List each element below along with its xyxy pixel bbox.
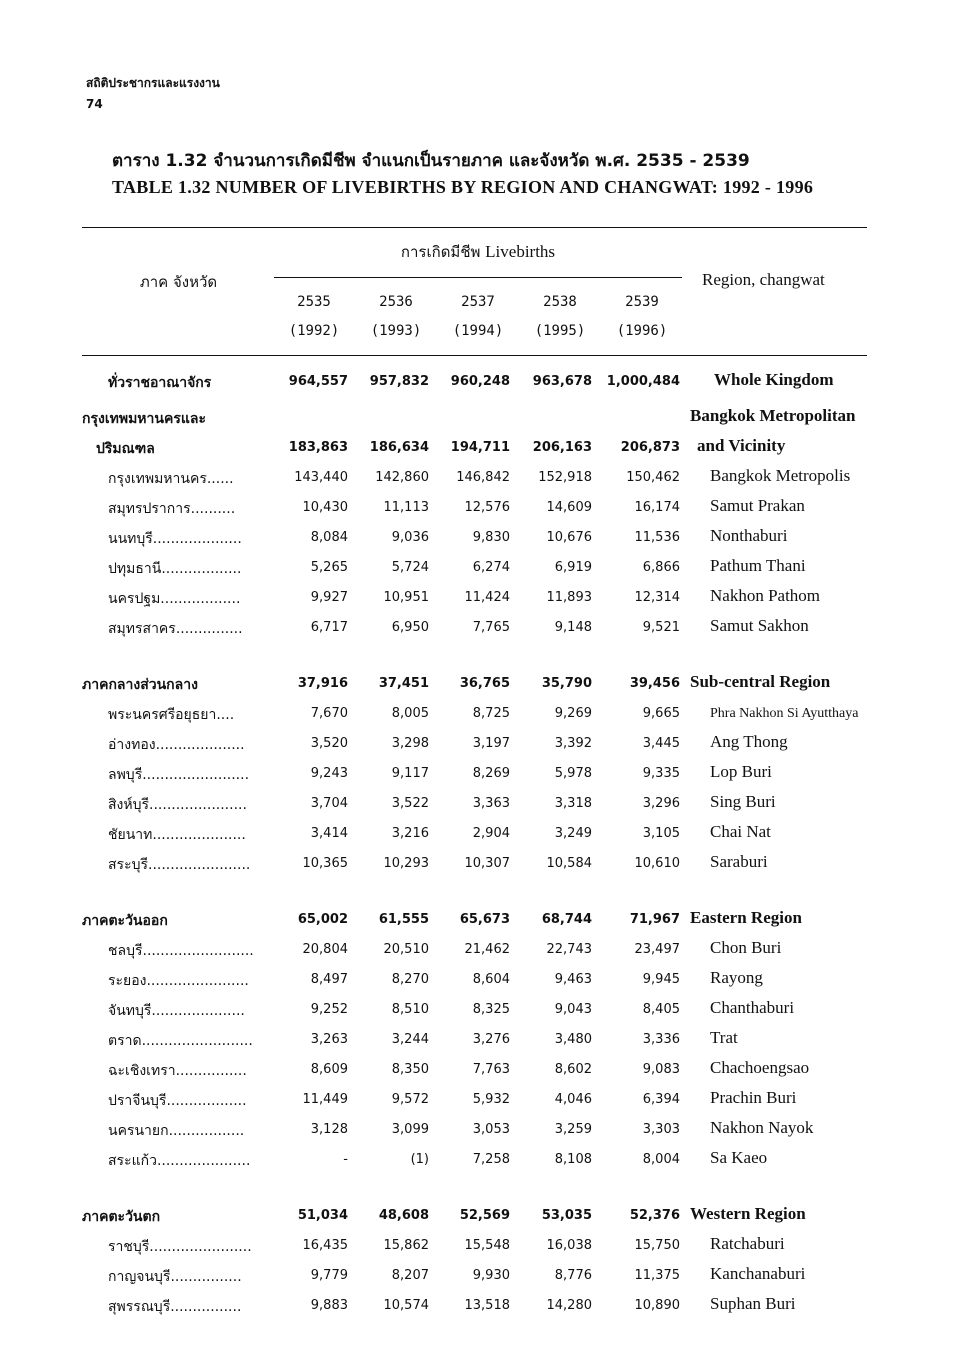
cell-value: 12,576 [464, 500, 510, 515]
table-row [0, 732, 966, 758]
row-label-english: Saraburi [710, 852, 768, 871]
cell-value: 9,043 [554, 1002, 592, 1017]
row-label-english: Samut Sakhon [710, 616, 809, 635]
cell-value: 9,243 [310, 766, 348, 781]
cell-value: 3,128 [310, 1122, 348, 1137]
cell-value: 16,038 [546, 1238, 592, 1253]
row-label-thai: อ่างทอง.................... [108, 737, 245, 753]
row-label-thai: ตราด......................... [108, 1033, 253, 1049]
cell-value: 3,445 [642, 736, 680, 751]
table-row [0, 852, 966, 878]
table-row [0, 1118, 966, 1144]
row-label-english: Chon Buri [710, 938, 782, 957]
cell-value: 3,520 [310, 736, 348, 751]
cell-value: 4,046 [554, 1092, 592, 1107]
table-row [0, 370, 966, 396]
cell-value: 8,510 [391, 1002, 429, 1017]
row-label-thai: ราชบุรี....................... [108, 1239, 252, 1255]
row-label-thai: สมุทรปราการ.......... [108, 501, 236, 517]
cell-value: 9,665 [642, 706, 680, 721]
row-label-english: Pathum Thani [710, 556, 806, 575]
cell-value: 13,518 [464, 1298, 510, 1313]
cell-value: 9,521 [642, 620, 680, 635]
row-label-english: Kanchanaburi [710, 1264, 806, 1283]
cell-value: 9,883 [310, 1298, 348, 1313]
row-label-english: Chanthaburi [710, 998, 795, 1017]
year-be-5: 2539 [625, 294, 659, 310]
cell-value: 3,303 [642, 1122, 680, 1137]
cell-value: 71,967 [629, 912, 680, 927]
cell-value: 9,930 [472, 1268, 510, 1283]
table-row [0, 1148, 966, 1174]
cell-value: 7,670 [310, 706, 348, 721]
cell-value: 9,269 [554, 706, 592, 721]
row-label-thai: ทั่วราชอาณาจักร [108, 375, 212, 391]
cell-value: 39,456 [629, 676, 680, 691]
column-header-livebirths [274, 240, 682, 264]
cell-value: 8,325 [472, 1002, 510, 1017]
year-ce-3: (1994) [452, 323, 504, 339]
cell-value: 3,259 [554, 1122, 592, 1137]
header-bottom-rule [82, 355, 867, 356]
cell-value: 11,893 [546, 590, 592, 605]
row-label-thai: สุพรรณบุรี................ [108, 1299, 242, 1315]
livebirths-thai: การเกิดมีชีพ [400, 243, 481, 261]
table-row [0, 1088, 966, 1114]
row-label-english: Western Region [690, 1204, 806, 1223]
cell-value: 9,463 [554, 972, 592, 987]
cell-value: 3,480 [554, 1032, 592, 1047]
row-label-thai: ภาคกลางส่วนกลาง [82, 677, 198, 693]
cell-value: 9,779 [310, 1268, 348, 1283]
table-row [0, 1204, 966, 1230]
cell-value: 7,258 [472, 1152, 510, 1167]
cell-value: 150,462 [626, 470, 680, 485]
cell-value: 8,604 [472, 972, 510, 987]
cell-value: 7,763 [472, 1062, 510, 1077]
row-label-english: Phra Nakhon Si Ayutthaya [710, 706, 859, 721]
table-row [0, 616, 966, 642]
table-row [0, 496, 966, 522]
cell-value: 3,053 [472, 1122, 510, 1137]
row-label-thai: สระบุรี....................... [108, 857, 251, 873]
cell-value: 15,548 [464, 1238, 510, 1253]
table-row [0, 822, 966, 848]
cell-value: 6,919 [554, 560, 592, 575]
cell-value: 8,350 [391, 1062, 429, 1077]
year-be-2: 2536 [379, 294, 413, 310]
cell-value: 65,002 [297, 912, 348, 927]
row-label-thai: นครปฐม.................. [108, 591, 241, 607]
row-label-english: Nakhon Pathom [710, 586, 821, 605]
page-number: 74 [86, 97, 103, 111]
cell-value: 37,916 [297, 676, 348, 691]
row-label-english: Ang Thong [710, 732, 788, 751]
table-row [0, 702, 966, 728]
cell-value: 206,163 [532, 440, 592, 455]
cell-value: 8,207 [391, 1268, 429, 1283]
table-row [0, 406, 966, 432]
cell-value: 3,522 [391, 796, 429, 811]
cell-value: 15,750 [634, 1238, 680, 1253]
table-row [0, 1294, 966, 1320]
row-label-thai: ปทุมธานี.................. [108, 561, 242, 577]
cell-value: 8,725 [472, 706, 510, 721]
cell-value: 11,536 [634, 530, 680, 545]
row-label-english: Trat [710, 1028, 738, 1047]
table-row [0, 1058, 966, 1084]
cell-value: 8,602 [554, 1062, 592, 1077]
table-row [0, 938, 966, 964]
cell-value: 143,440 [294, 470, 348, 485]
cell-value: 5,932 [472, 1092, 510, 1107]
cell-value: 68,744 [541, 912, 592, 927]
row-label-thai: ชลบุรี......................... [108, 943, 254, 959]
cell-value: 3,263 [310, 1032, 348, 1047]
cell-value: 65,673 [459, 912, 510, 927]
cell-value: 9,335 [642, 766, 680, 781]
cell-value: 960,248 [450, 374, 510, 389]
cell-value: 964,557 [288, 374, 348, 389]
row-label-thai: ปริมณฑล [96, 441, 155, 457]
cell-value: 37,451 [378, 676, 429, 691]
cell-value: 142,860 [375, 470, 429, 485]
row-label-english: Prachin Buri [710, 1088, 797, 1107]
row-label-thai: สิงห์บุรี...................... [108, 797, 247, 813]
row-label-thai: พระนครศรีอยุธยา.... [108, 707, 235, 723]
cell-value: 8,497 [310, 972, 348, 987]
cell-value: 8,005 [391, 706, 429, 721]
cell-value: 152,918 [538, 470, 592, 485]
table-row [0, 586, 966, 612]
table-row [0, 1234, 966, 1260]
row-label-english: Nonthaburi [710, 526, 788, 545]
row-label-english: Bangkok Metropolis [710, 466, 851, 485]
row-label-english: Sing Buri [710, 792, 776, 811]
cell-value: 61,555 [378, 912, 429, 927]
cell-value: 36,765 [459, 676, 510, 691]
cell-value: 186,634 [369, 440, 429, 455]
row-label-thai: ปราจีนบุรี.................. [108, 1093, 247, 1109]
cell-value: 206,873 [620, 440, 680, 455]
cell-value: 16,435 [302, 1238, 348, 1253]
cell-value: 3,318 [554, 796, 592, 811]
cell-value: 14,280 [546, 1298, 592, 1313]
row-label-english: Lop Buri [710, 762, 772, 781]
table-row [0, 998, 966, 1024]
cell-value: 6,950 [391, 620, 429, 635]
cell-value: 10,430 [302, 500, 348, 515]
table-row [0, 1028, 966, 1054]
row-label-thai: กรุงเทพมหานคร...... [108, 471, 234, 487]
cell-value: 10,574 [383, 1298, 429, 1313]
cell-value: 3,249 [554, 826, 592, 841]
cell-value: 11,113 [383, 500, 429, 515]
row-label-english: Chachoengsao [710, 1058, 810, 1077]
row-label-english: Nakhon Nayok [710, 1118, 814, 1137]
table-row [0, 672, 966, 698]
cell-value: 21,462 [464, 942, 510, 957]
cell-value: 3,704 [310, 796, 348, 811]
cell-value: 6,717 [310, 620, 348, 635]
cell-value: 3,105 [642, 826, 680, 841]
cell-value: - [343, 1152, 348, 1167]
cell-value: 52,569 [459, 1208, 510, 1223]
column-header-region-thai: ภาค จังหวัด [139, 273, 218, 291]
cell-value: 48,608 [378, 1208, 429, 1223]
cell-value: 52,376 [629, 1208, 680, 1223]
cell-value: 3,298 [391, 736, 429, 751]
cell-value: 8,405 [642, 1002, 680, 1017]
cell-value: 146,842 [456, 470, 510, 485]
table-title-english: TABLE 1.32 NUMBER OF LIVEBIRTHS BY REGION AND CHANGWAT: 1992 - 1996 [112, 177, 814, 197]
cell-value: 9,148 [554, 620, 592, 635]
cell-value: 11,449 [302, 1092, 348, 1107]
row-label-english: Whole Kingdom [714, 370, 834, 389]
year-be-4: 2538 [543, 294, 577, 310]
cell-value: 3,197 [472, 736, 510, 751]
cell-value: 10,584 [546, 856, 592, 871]
cell-value: 8,609 [310, 1062, 348, 1077]
row-label-thai: จันทบุรี..................... [108, 1003, 245, 1019]
row-label-thai: กาญจนบุรี................ [108, 1269, 242, 1285]
cell-value: 3,216 [391, 826, 429, 841]
table-row [0, 526, 966, 552]
cell-value: 3,099 [391, 1122, 429, 1137]
cell-value: 2,904 [472, 826, 510, 841]
cell-value: 5,265 [310, 560, 348, 575]
table-top-rule [82, 227, 867, 228]
row-label-english: Eastern Region [690, 908, 802, 927]
cell-value: 10,610 [634, 856, 680, 871]
cell-value: 7,765 [472, 620, 510, 635]
table-row [0, 466, 966, 492]
row-label-english: Sa Kaeo [710, 1148, 768, 1167]
cell-value: 9,036 [391, 530, 429, 545]
cell-value: 51,034 [297, 1208, 348, 1223]
column-header-region-english: Region, changwat [702, 270, 825, 289]
cell-value: 8,108 [554, 1152, 592, 1167]
year-ce-1: (1992) [288, 323, 340, 339]
row-label-english: Sub-central Region [690, 672, 831, 691]
table-row [0, 556, 966, 582]
cell-value: (1) [410, 1152, 429, 1167]
cell-value: 3,392 [554, 736, 592, 751]
cell-value: 6,274 [472, 560, 510, 575]
row-label-english: and Vicinity [697, 436, 786, 455]
cell-value: 3,363 [472, 796, 510, 811]
row-label-thai: สมุทรสาคร............... [108, 621, 243, 637]
cell-value: 5,724 [391, 560, 429, 575]
cell-value: 3,276 [472, 1032, 510, 1047]
cell-value: 9,117 [391, 766, 429, 781]
cell-value: 9,252 [310, 1002, 348, 1017]
cell-value: 8,084 [310, 530, 348, 545]
cell-value: 12,314 [634, 590, 680, 605]
cell-value: 5,978 [554, 766, 592, 781]
cell-value: 963,678 [532, 374, 592, 389]
year-be-1: 2535 [297, 294, 331, 310]
cell-value: 10,365 [302, 856, 348, 871]
cell-value: 6,866 [642, 560, 680, 575]
row-label-thai: นนทบุรี.................... [108, 531, 242, 547]
cell-value: 10,951 [383, 590, 429, 605]
cell-value: 10,676 [546, 530, 592, 545]
table-row [0, 762, 966, 788]
row-label-thai: ลพบุรี........................ [108, 767, 250, 783]
cell-value: 23,497 [634, 942, 680, 957]
cell-value: 9,927 [310, 590, 348, 605]
cell-value: 6,394 [642, 1092, 680, 1107]
cell-value: 15,862 [383, 1238, 429, 1253]
row-label-english: Suphan Buri [710, 1294, 796, 1313]
row-label-english: Ratchaburi [710, 1234, 785, 1253]
row-label-thai: ฉะเชิงเทรา................ [108, 1063, 247, 1079]
cell-value: 20,510 [383, 942, 429, 957]
table-row [0, 968, 966, 994]
cell-value: 22,743 [546, 942, 592, 957]
row-label-thai: ระยอง....................... [108, 973, 249, 989]
table-row [0, 1264, 966, 1290]
table-row [0, 792, 966, 818]
cell-value: 11,375 [634, 1268, 680, 1283]
cell-value: 957,832 [369, 374, 429, 389]
cell-value: 16,174 [634, 500, 680, 515]
cell-value: 3,336 [642, 1032, 680, 1047]
cell-value: 183,863 [288, 440, 348, 455]
cell-value: 8,776 [554, 1268, 592, 1283]
cell-value: 20,804 [302, 942, 348, 957]
cell-value: 8,270 [391, 972, 429, 987]
year-ce-5: (1996) [616, 323, 668, 339]
cell-value: 53,035 [541, 1208, 592, 1223]
cell-value: 10,307 [464, 856, 510, 871]
row-label-english: Bangkok Metropolitan [690, 406, 856, 425]
year-be-3: 2537 [461, 294, 495, 310]
page-header: สถิติประชากรและแรงงาน [86, 76, 220, 90]
row-label-english: Rayong [710, 968, 763, 987]
row-label-thai: กรุงเทพมหานครและ [82, 411, 206, 427]
year-ce-2: (1993) [370, 323, 422, 339]
row-label-english: Samut Prakan [710, 496, 805, 515]
cell-value: 8,004 [642, 1152, 680, 1167]
year-ce-4: (1995) [534, 323, 586, 339]
cell-value: 3,244 [391, 1032, 429, 1047]
cell-value: 35,790 [541, 676, 592, 691]
row-label-thai: สระแก้ว..................... [108, 1153, 251, 1169]
cell-value: 11,424 [464, 590, 510, 605]
cell-value: 9,572 [391, 1092, 429, 1107]
cell-value: 3,414 [310, 826, 348, 841]
table-title-thai: ตาราง 1.32 จำนวนการเกิดมีชีพ จำแนกเป็นรายภาค และจังหวัด พ.ศ. 2535 - 2539 [112, 151, 750, 171]
cell-value: 10,890 [634, 1298, 680, 1313]
livebirths-english: Livebirths [485, 242, 556, 261]
table-row [0, 908, 966, 934]
row-label-thai: ชัยนาท..................... [108, 827, 246, 843]
cell-value: 9,083 [642, 1062, 680, 1077]
cell-value: 9,945 [642, 972, 680, 987]
cell-value: 1,000,484 [606, 374, 680, 389]
row-label-english: Chai Nat [710, 822, 771, 841]
cell-value: 10,293 [383, 856, 429, 871]
row-label-thai: นครนายก................. [108, 1123, 245, 1139]
table-row [0, 436, 966, 462]
cell-value: 9,830 [472, 530, 510, 545]
cell-value: 14,609 [546, 500, 592, 515]
cell-value: 194,711 [450, 440, 510, 455]
livebirths-subrule [274, 277, 682, 278]
row-label-thai: ภาคตะวันออก [82, 913, 168, 929]
row-label-thai: ภาคตะวันตก [82, 1209, 161, 1225]
cell-value: 8,269 [472, 766, 510, 781]
cell-value: 3,296 [642, 796, 680, 811]
